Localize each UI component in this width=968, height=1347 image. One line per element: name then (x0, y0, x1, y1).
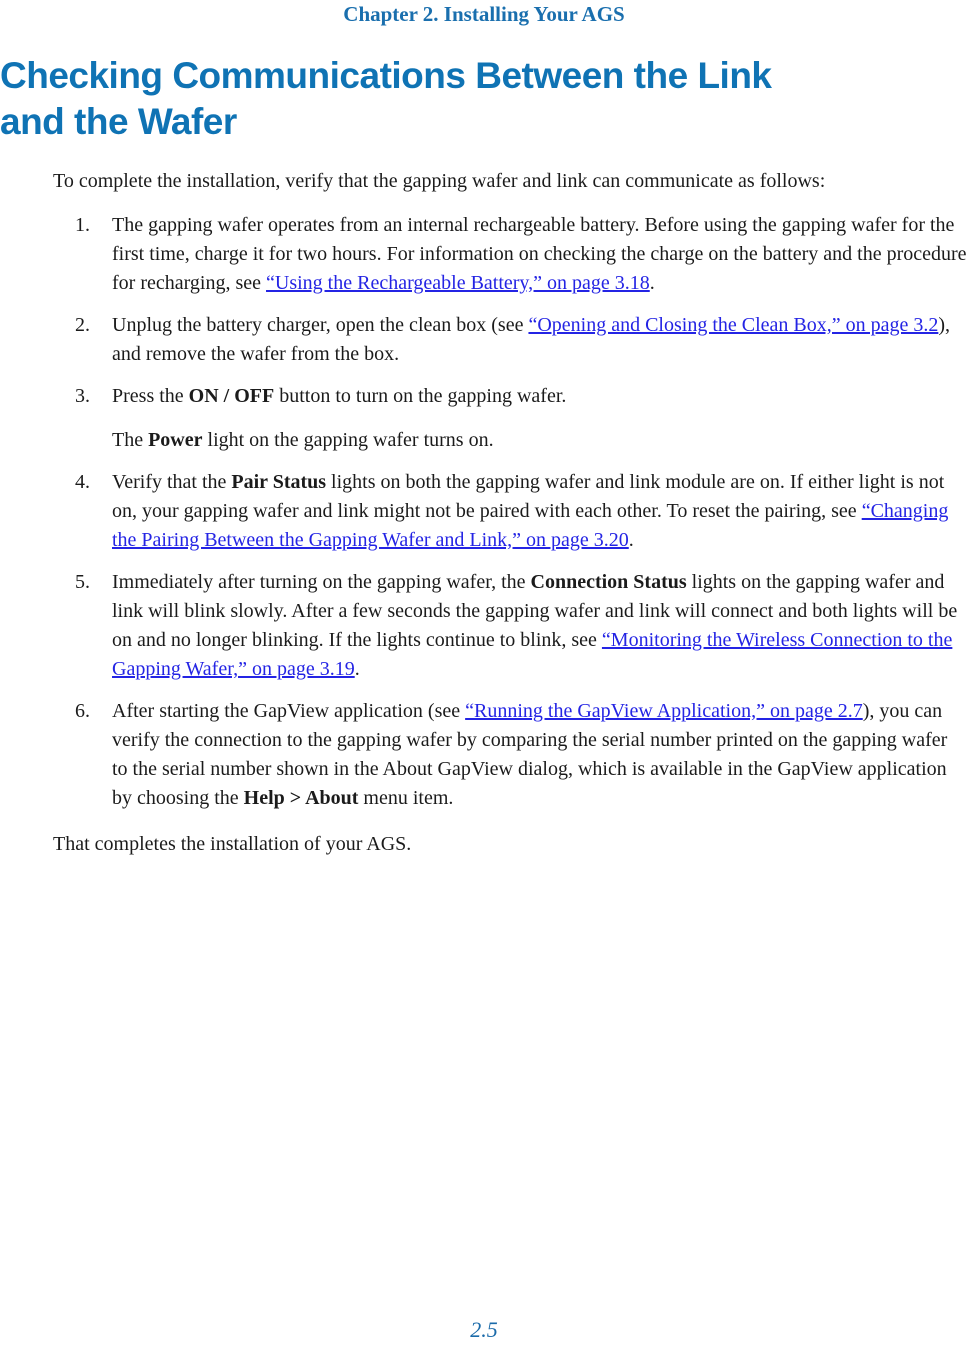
page-title-line-2: and the Wafer (0, 101, 237, 142)
list-item-4-text (112, 468, 967, 555)
text-run: Unplug the battery charger, open the clean box (see (112, 314, 529, 336)
text-run: . (354, 658, 360, 680)
bold-connection-status-label: Connection Status (530, 571, 687, 593)
text-run: ), and remove the wafer from the box. (112, 314, 951, 365)
text-run: The (112, 429, 149, 451)
bold-pair-status-label: Pair Status (231, 471, 327, 493)
text-run: Immediately after turning on the gapping wafer, the (112, 571, 531, 593)
text-run: ), you can verify the connection to the gapping wafer by comparing the serial number printed on the gapping wafer to the serial number shown in the About GapView dialog, which is available in the GapView application by choosing the (112, 700, 948, 809)
link-changing-pairing[interactable]: “Changing the Pairing Between the Gapping Wafer and Link,” on page 3.20 (112, 500, 949, 551)
link-opening-closing-clean-box[interactable]: “Opening and Closing the Clean Box,” on page 3.2 (528, 314, 939, 336)
text-run: The gapping wafer operates from an internal rechargeable battery. Before using the gapping wafer for the first time, charge it for two hours. For information on checking the charge on the battery and the procedure for recharging, see (112, 214, 967, 294)
list-item-3-number: 3. (75, 385, 90, 407)
list-item-4 (75, 468, 968, 555)
list-item-1 (75, 211, 968, 298)
bold-on-off-button-label: ON / OFF (188, 385, 275, 407)
bold-help-about-menu-label: Help > About (243, 787, 359, 809)
link-using-rechargeable-battery[interactable]: “Using the Rechargeable Battery,” on page 3.18 (266, 272, 650, 294)
list-item-3-text (112, 382, 967, 411)
page-number: 2.5 (470, 1317, 498, 1342)
list-item-3 (75, 382, 968, 455)
intro-paragraph: To complete the installation, verify that the gapping wafer and link can communicate as follows: (53, 170, 826, 192)
list-item-6-number: 6. (75, 700, 90, 722)
text-run: Press the (112, 385, 189, 407)
link-running-gapview-application[interactable]: “Running the GapView Application,” on page 2.7 (465, 700, 863, 722)
text-run: light on the gapping wafer turns on. (202, 429, 494, 451)
text-run: lights on the gapping wafer and link will blink slowly. After a few seconds the gapping wafer and link will connect and both lights will be on and no longer blinking. If the lights continue to blink, see (112, 571, 958, 651)
list-item-6 (75, 697, 968, 813)
closing-paragraph: That completes the installation of your AGS. (53, 833, 412, 855)
link-monitoring-wireless-connection[interactable]: “Monitoring the Wireless Connection to the Gapping Wafer,” on page 3.19 (112, 629, 953, 680)
page-title (0, 53, 968, 145)
list-item-1-text (112, 211, 967, 298)
bold-power-light-label: Power (148, 429, 203, 451)
list-item-6-text (112, 697, 967, 813)
text-run: After starting the GapView application (see (112, 700, 466, 722)
list-item-5 (75, 568, 968, 684)
page-title-line-1: Checking Communications Between the Link (0, 55, 772, 96)
list-item-3-subtext (112, 426, 967, 455)
list-item-2-number: 2. (75, 314, 90, 336)
numbered-list (75, 211, 968, 813)
text-run: . (649, 272, 655, 294)
text-run: . (628, 529, 634, 551)
list-item-5-number: 5. (75, 571, 90, 593)
list-item-1-number: 1. (75, 214, 90, 236)
list-item-2 (75, 311, 968, 369)
chapter-header: Chapter 2. Installing Your AGS (343, 2, 625, 26)
list-item-2-text (112, 311, 967, 369)
text-run: lights on both the gapping wafer and link module are on. If either light is not on, your gapping wafer and link might not be paired with each other. To reset the pairing, see (112, 471, 945, 522)
text-run: menu item. (358, 787, 454, 809)
list-item-4-number: 4. (75, 471, 90, 493)
text-run: button to turn on the gapping wafer. (274, 385, 567, 407)
text-run: Verify that the (112, 471, 232, 493)
list-item-5-text (112, 568, 967, 684)
